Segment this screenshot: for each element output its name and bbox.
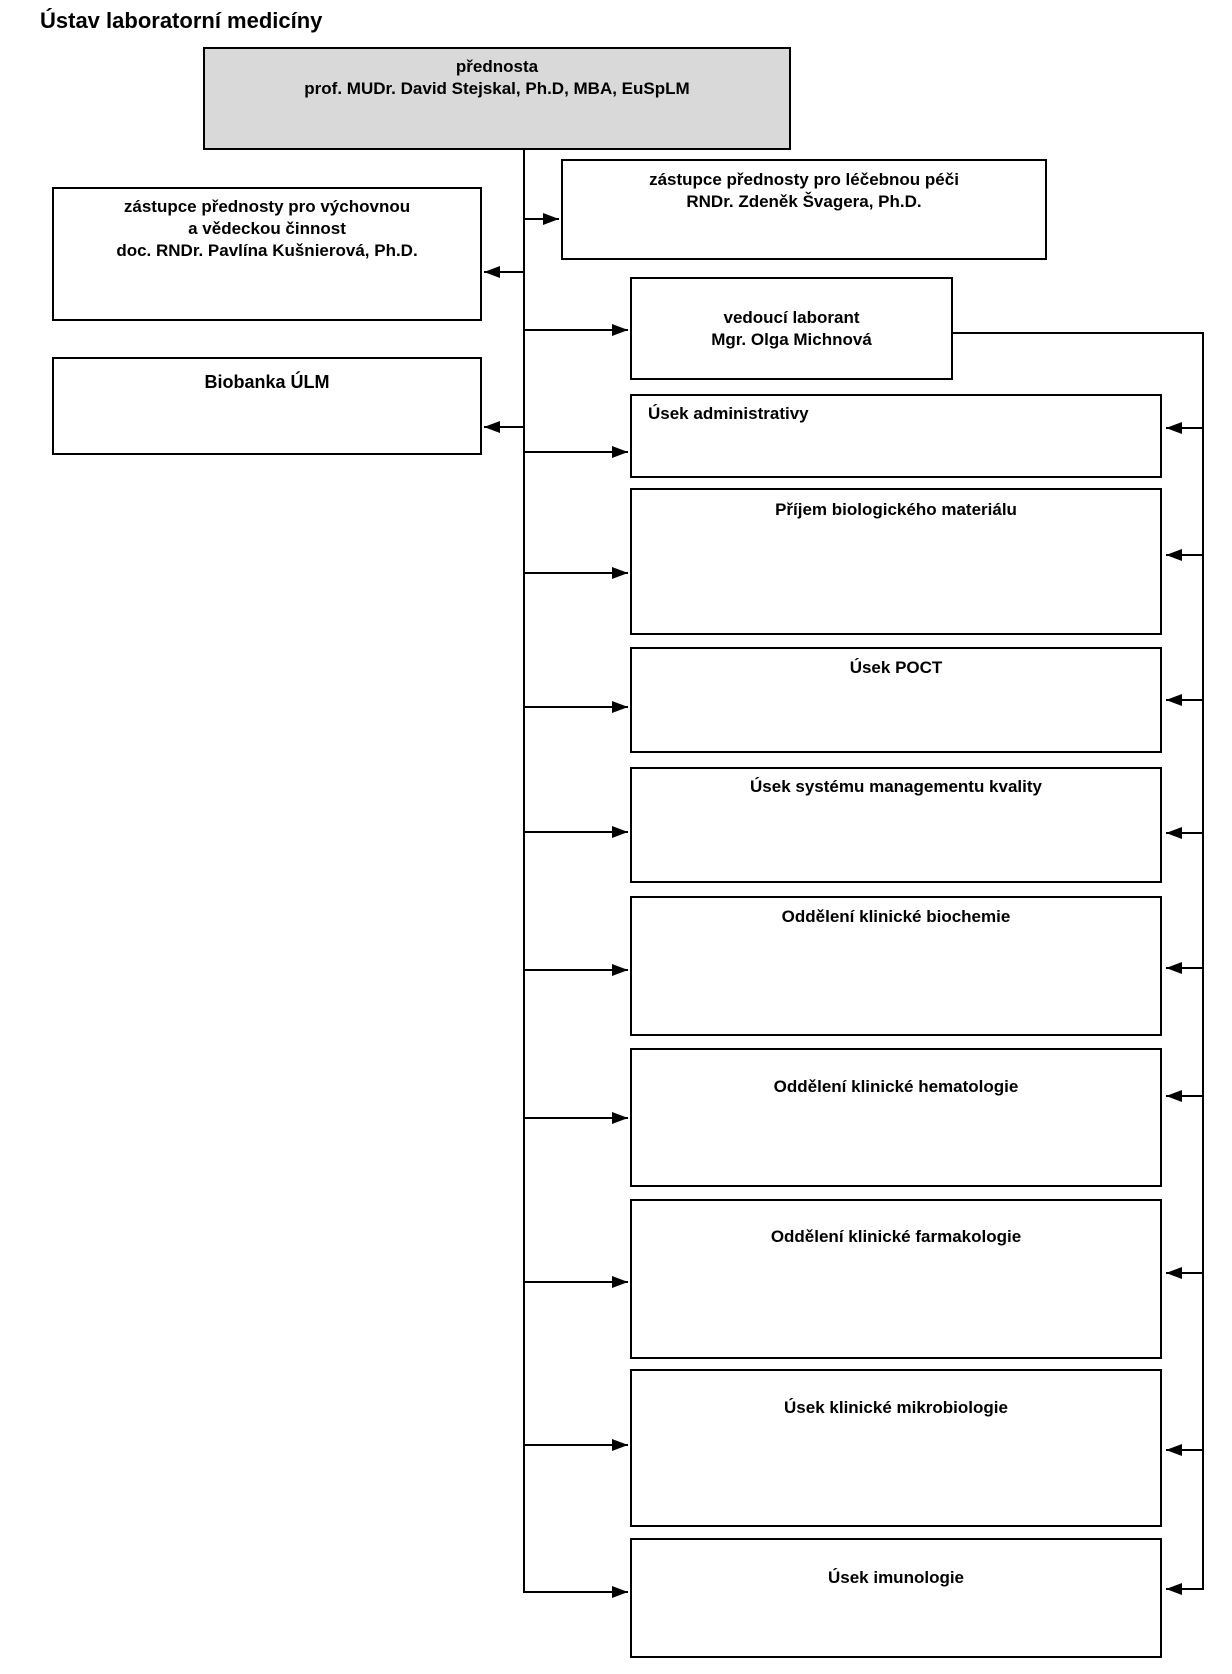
box-prijem-biologickeho-materialu	[630, 488, 1162, 635]
prednosta-role: přednosta	[455, 57, 539, 76]
unit-label: Úsek administrativy	[648, 404, 809, 423]
box-usek-klinicke-mikrobiologie	[630, 1369, 1162, 1527]
deputy-care-name: RNDr. Zdeněk Švagera, Ph.D.	[686, 192, 922, 211]
unit-label: Oddělení klinické farmakologie	[770, 1227, 1022, 1246]
box-deputy-care	[561, 159, 1047, 260]
head-lab-tech-role: vedoucí laborant	[723, 307, 860, 327]
box-usek-systemu-managementu-kvality	[630, 767, 1162, 883]
box-biobanka-ulm	[52, 357, 482, 455]
box-usek-imunologie	[630, 1538, 1162, 1658]
prednosta-name: prof. MUDr. David Stejskal, Ph.D, MBA, EuSpLM	[304, 79, 690, 98]
box-usek-administrativy	[630, 394, 1162, 478]
connector-spine-left	[524, 150, 628, 1592]
unit-label: Příjem biologického materiálu	[775, 500, 1017, 519]
deputy-care-role: zástupce přednosty pro léčebnou péči	[649, 170, 959, 189]
deputy-science-role-line2: a vědeckou činnost	[188, 219, 346, 238]
page-title: Ústav laboratorní medicíny	[40, 8, 323, 33]
box-oddeleni-klinicke-hematologie	[630, 1048, 1162, 1187]
unit-label: Úsek imunologie	[827, 1568, 965, 1587]
box-head-lab-tech	[630, 277, 953, 380]
deputy-science-role-line1: zástupce přednosty pro výchovnou	[123, 197, 411, 216]
head-lab-tech-name: Mgr. Olga Michnová	[711, 329, 872, 349]
unit-label: Úsek klinické mikrobiologie	[784, 1398, 1008, 1417]
unit-label: Úsek POCT	[849, 658, 943, 677]
box-prednosta	[203, 47, 791, 150]
box-deputy-science	[52, 187, 482, 321]
unit-label: Oddělení klinické hematologie	[773, 1077, 1019, 1096]
biobank-label: Biobanka ÚLM	[204, 372, 330, 392]
deputy-science-name: doc. RNDr. Pavlína Kušnierová, Ph.D.	[116, 241, 418, 260]
unit-label: Úsek systému managementu kvality	[750, 777, 1042, 796]
box-oddeleni-klinicke-biochemie	[630, 896, 1162, 1036]
box-usek-poct	[630, 647, 1162, 753]
unit-label: Oddělení klinické biochemie	[781, 907, 1011, 926]
box-oddeleni-klinicke-farmakologie	[630, 1199, 1162, 1359]
